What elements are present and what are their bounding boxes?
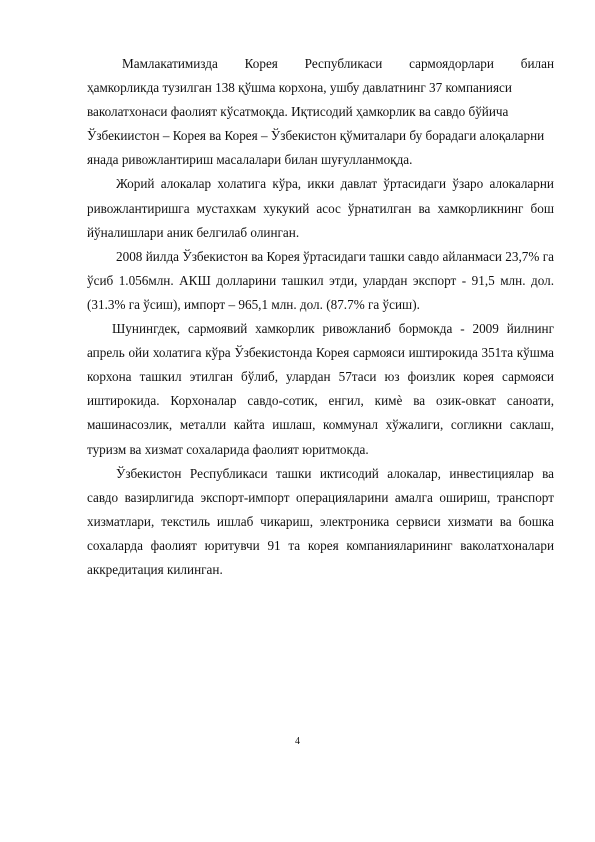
paragraph-2: Жорий алокалар холатига кўра, икки давлат ўртасидаги ўзаро алокаларни ривожлантиришга мустахкам хукукий асос ўрнатилган ва хамкорликнинг бош йўналишлари аник белгилаб олинган. — [87, 176, 554, 240]
page-number: 4 — [295, 736, 300, 747]
paragraph-3: 2008 йилда Ўзбекистон ва Корея ўртасидаги ташки савдо айланмаси 23,7% га ўсиб 1.056млн. АКШ долларини ташкил этди, улардан экспорт - 91,5 млн. дол. (31.3% га ўсиш), импорт – 965,1 млн. дол. (87.7% га ўсиш). — [87, 248, 554, 312]
paragraph-1 — [87, 52, 554, 172]
document-body — [87, 52, 554, 582]
paragraph-4: Шунингдек, сармоявий хамкорлик ривожланиб бормокда - 2009 йилнинг апрель ойи холатига кўра Ўзбекистонда Корея сармояси иштирокида 351та кўшма корхона ташкил этилган бўлиб, улардан 57таси юз фоизлик корея сармояси иштирокида. Корхоналар савдо-сотик, енгил, кимѐ ва озик-овкат саноати, машинасозлик, металли кайта ишлаш, коммунал хўжалиги, согликни саклаш, туризм ва хизмат сохаларида фаолият юритмокда. — [87, 321, 554, 457]
paragraph-1-first-line: Мамлакатимизда Корея Республикаси сармоядорлари билан — [122, 56, 554, 71]
paragraph-1-text: ҳамкорликда тузилган 138 қўшма корхона, ушбу давлатнинг 37 компанияси ваколатхонаси фаолият кўсатмоқда. Иқтисодий ҳамкорлик ва савдо бўйича Ўзбекиистон – Корея ва Корея – Ўзбекистон қўмиталари бу борадаги алоқаларни янада ривожлантириш масалалари билан шуғулланмоқда. — [87, 80, 545, 168]
paragraph-5: Ўзбекистон Республикаси ташки иктисодий алокалар, инвестициялар ва савдо вазирлигида экспорт-импорт операцияларини амалга ошириш, транспорт хизматлари, текстиль ишлаб чикариш, электроника сервиси хизмати ва бошка сохаларда фаолият юритувчи 91 та корея компанияларининг ваколатхоналари аккредитация килинган. — [87, 465, 554, 577]
